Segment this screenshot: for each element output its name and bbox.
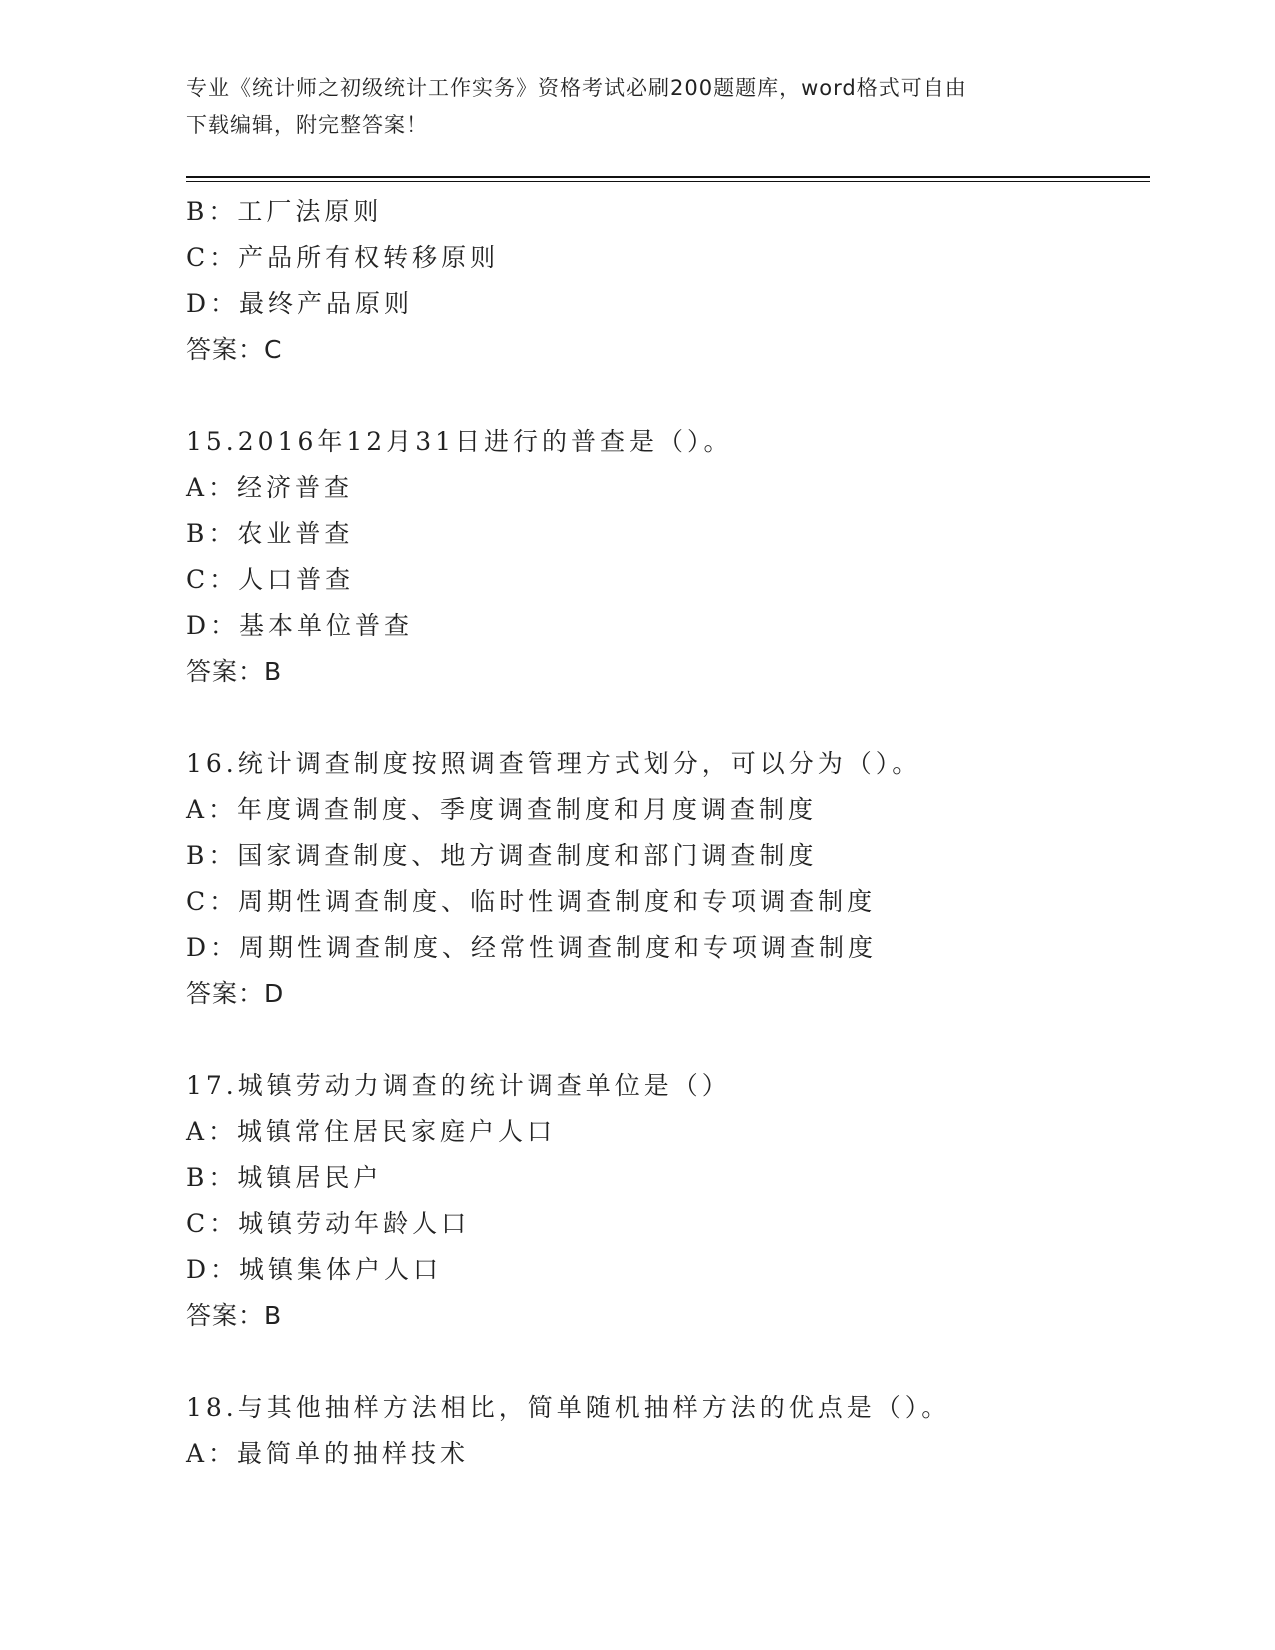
option-b: B：城镇居民户 — [186, 1163, 383, 1192]
answer-line: 答案：D — [186, 979, 285, 1008]
question-block-18 — [186, 1385, 1150, 1477]
option-c: C：城镇劳动年龄人口 — [186, 1209, 471, 1238]
question-block-14-continued — [186, 189, 1150, 373]
header-title-line-1: 专业《统计师之初级统计工作实务》资格考试必刷200题题库，word格式可自由 — [186, 76, 967, 100]
spacer — [186, 1339, 1150, 1385]
option-a: A：最简单的抽样技术 — [186, 1439, 470, 1468]
option-a: A：年度调查制度、季度调查制度和月度调查制度 — [186, 795, 818, 824]
question-list — [186, 189, 1150, 1477]
option-d: D：周期性调查制度、经常性调查制度和专项调查制度 — [186, 933, 878, 962]
spacer — [186, 1017, 1150, 1063]
question-stem: 15.2016年12月31日进行的普查是（）。 — [186, 427, 733, 456]
question-stem: 17.城镇劳动力调查的统计调查单位是（） — [186, 1071, 731, 1100]
question-stem: 16.统计调查制度按照调查管理方式划分，可以分为（）。 — [186, 749, 922, 778]
header-title-line-2: 下载编辑，附完整答案！ — [186, 113, 428, 137]
question-block-15 — [186, 419, 1150, 695]
question-stem: 18.与其他抽样方法相比，简单随机抽样方法的优点是（）。 — [186, 1393, 951, 1422]
answer-line: 答案：C — [186, 335, 283, 364]
option-c: C：周期性调查制度、临时性调查制度和专项调查制度 — [186, 887, 877, 916]
header-divider-thin — [186, 181, 1150, 182]
option-a: A：城镇常住居民家庭户人口 — [186, 1117, 557, 1146]
option-b: B：工厂法原则 — [186, 197, 383, 226]
answer-line: 答案：B — [186, 1301, 283, 1330]
option-a: A：经济普查 — [186, 473, 354, 502]
option-c: C：产品所有权转移原则 — [186, 243, 500, 272]
spacer — [186, 373, 1150, 419]
question-block-16 — [186, 741, 1150, 1017]
option-d: D：最终产品原则 — [186, 289, 414, 318]
option-b: B：农业普查 — [186, 519, 354, 548]
answer-line: 答案：B — [186, 657, 283, 686]
spacer — [186, 695, 1150, 741]
question-block-17 — [186, 1063, 1150, 1339]
option-c: C：人口普查 — [186, 565, 355, 594]
option-b: B：国家调查制度、地方调查制度和部门调查制度 — [186, 841, 818, 870]
option-d: D：基本单位普查 — [186, 611, 414, 640]
header-divider-thick — [186, 176, 1150, 178]
document-header — [186, 70, 1066, 144]
option-d: D：城镇集体户人口 — [186, 1255, 443, 1284]
